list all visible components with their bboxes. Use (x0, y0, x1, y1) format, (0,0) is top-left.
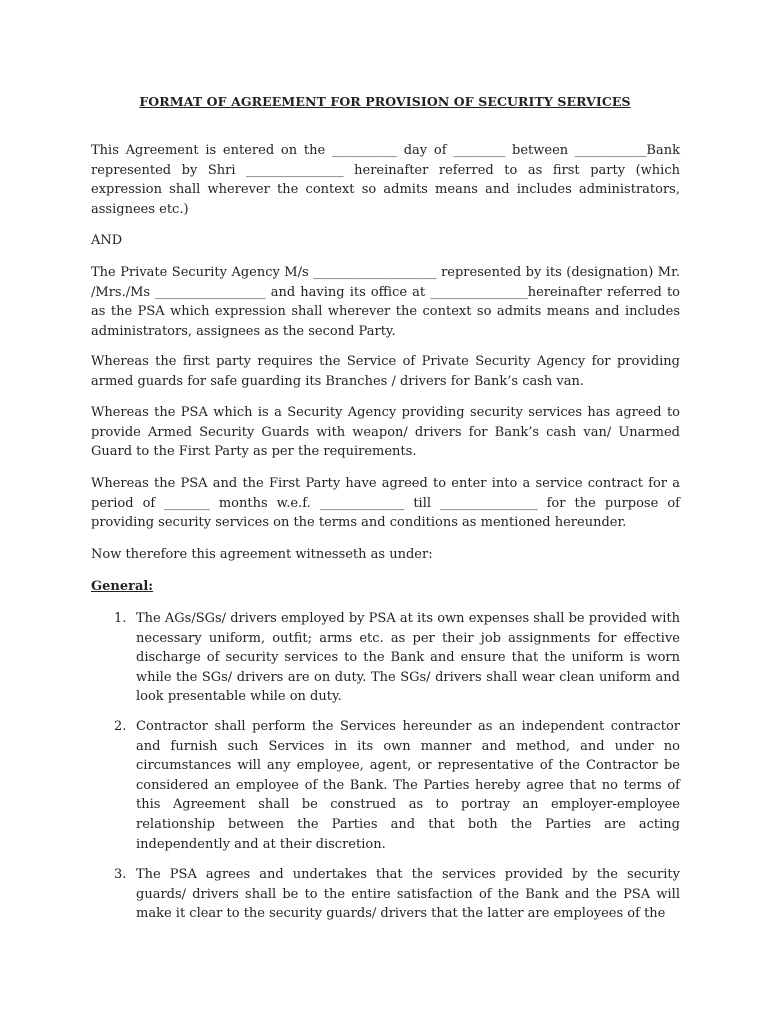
clause-text: The PSA agrees and undertakes that the services provided by the security guards/ drivers shall be to the entire satisfaction of the Bank and the PSA will make it clear to the security guards/ drivers that the latter are employees of the (136, 867, 680, 922)
clause-number: 2. (114, 719, 127, 734)
clause-text: The AGs/SGs/ drivers employed by PSA at its own expenses shall be provided with necessary uniform, outfit; arms etc. as per their job assignments for effective discharge of security services to the Bank and ensure that the uniform is worn while the SGs/ drivers are on duty. The SGs/ drivers shall wear clean uniform and look presentable while on duty. (136, 611, 680, 705)
witnesseth-line: Now therefore this agreement witnesseth as under: (91, 547, 433, 562)
clause-number: 1. (114, 611, 127, 626)
intro-paragraph: This Agreement is entered on the __________ day of ________ between ___________Bank represented by Shri _______________ hereinafter referred to as first party (which expression shall wherever the context so admits means and includes administrators, assignees etc.) (91, 143, 680, 217)
general-heading: General: (91, 579, 154, 594)
whereas-paragraph-1: Whereas the first party requires the Service of Private Security Agency for providing armed guards for safe guarding its Branches / drivers for Bank’s cash van. (91, 354, 680, 389)
psa-paragraph: The Private Security Agency M/s ___________________ represented by its (designation) Mr. /Mrs./Ms _________________ and having its office at _______________hereinafter referred to as the PSA which expression shall wherever the context so admits means and includes administrators, assignees as the second Party. (91, 265, 680, 339)
agreement-title: FORMAT OF AGREEMENT FOR PROVISION OF SECURITY SERVICES (139, 94, 631, 109)
whereas-paragraph-3: Whereas the PSA and the First Party have agreed to enter into a service contract for a period of _______ months w.e.f. _____________ till _______________ for the purpose of providing security services on the terms and conditions as mentioned hereunder. (91, 476, 680, 531)
whereas-paragraph-2: Whereas the PSA which is a Security Agency providing security services has agreed to provide Armed Security Guards with weapon/ drivers for Bank’s cash van/ Unarmed Guard to the First Party as per the requirements. (91, 405, 680, 460)
clause-number: 3. (114, 867, 127, 882)
and-separator: AND (91, 233, 123, 248)
clause-text: Contractor shall perform the Services hereunder as an independent contractor and furnish such Services in its own manner and method, and under no circumstances will any employee, agent, or representative of the Contractor be considered an employee of the Bank. The Parties hereby agree that no terms of this Agreement shall be construed as to portray an employer-employee relationship between the Parties and that both the Parties are acting independently and at their discretion. (136, 719, 680, 852)
